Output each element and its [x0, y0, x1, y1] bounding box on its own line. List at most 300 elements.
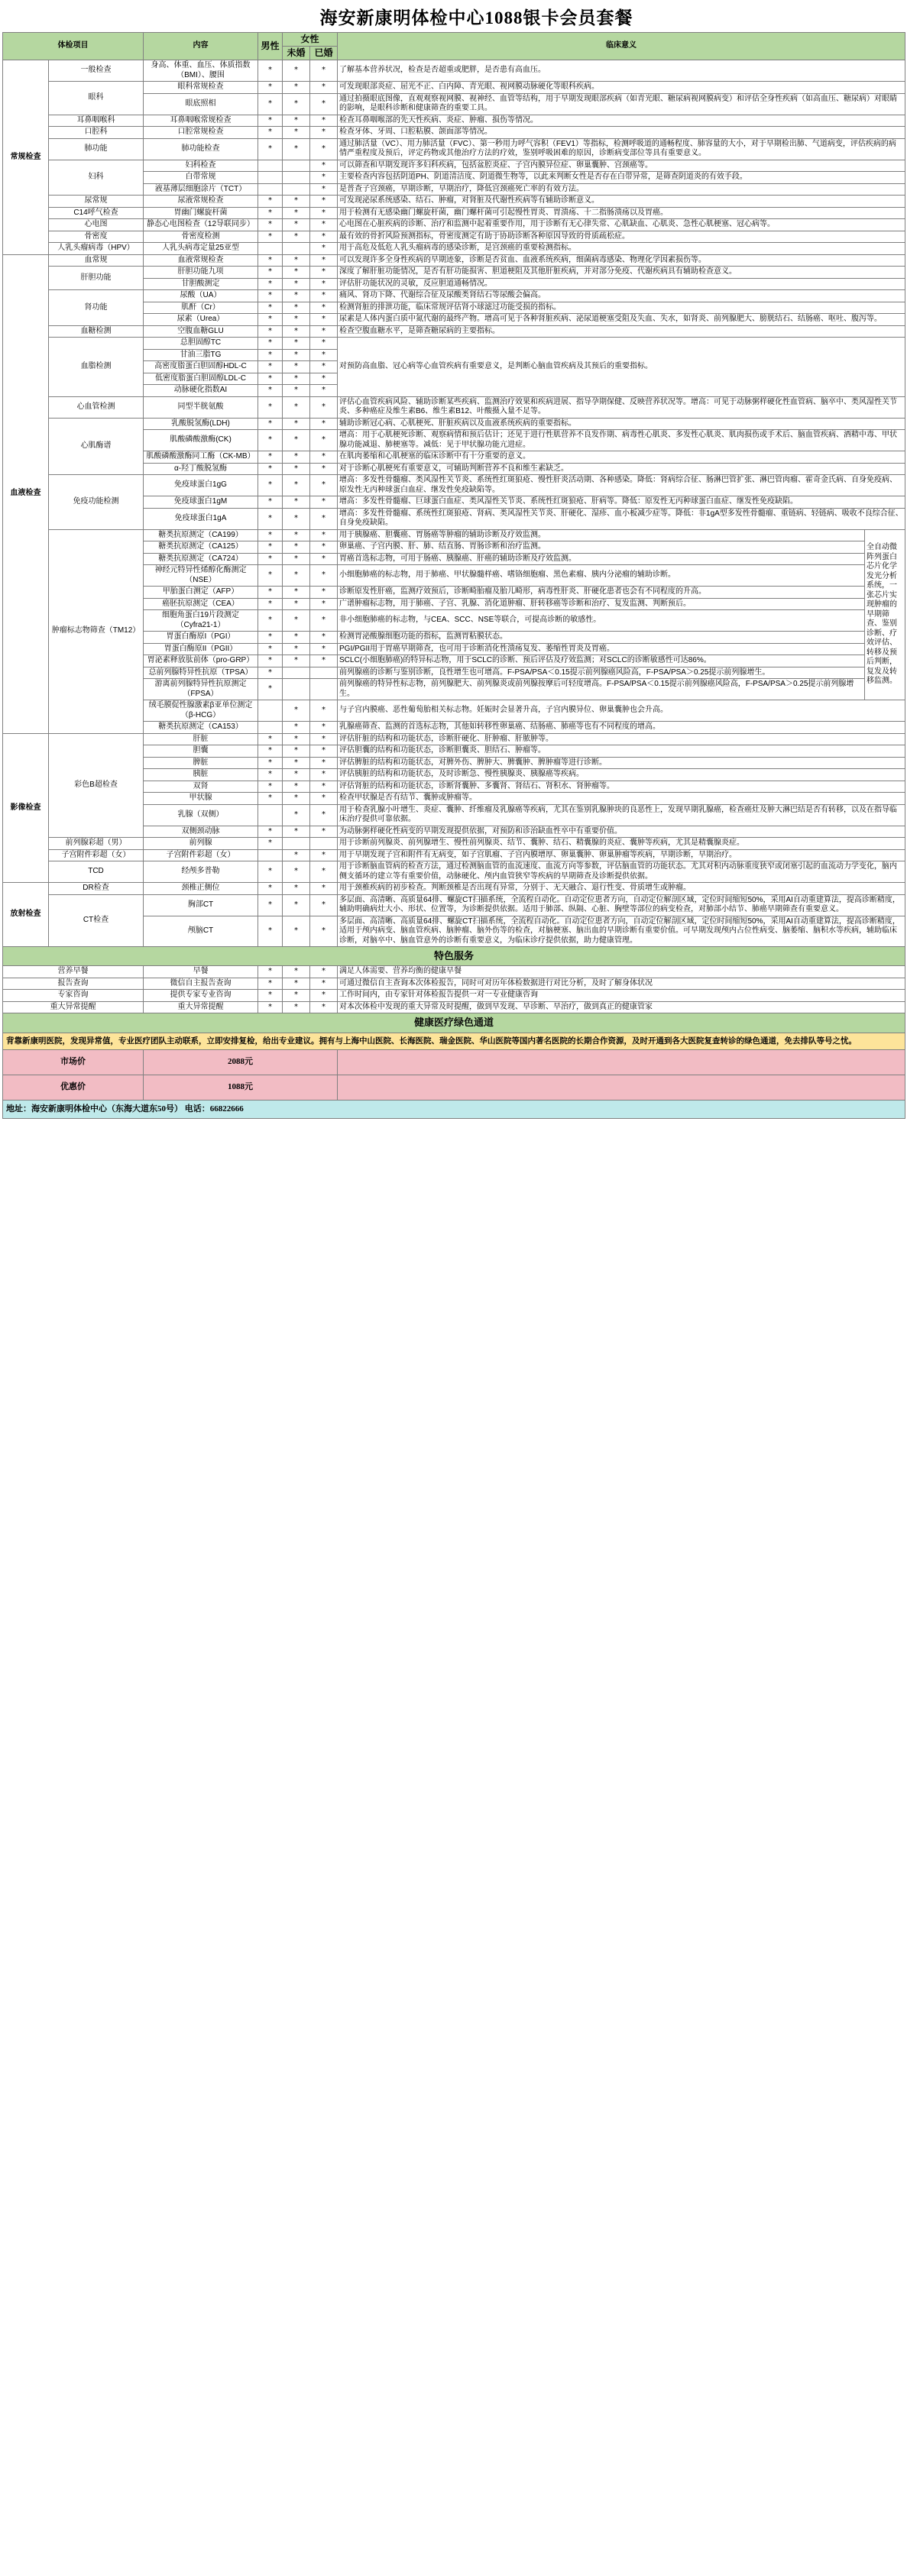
header-male: 男性: [258, 33, 283, 60]
content-label: α-羟丁酸脱氢酶: [144, 463, 258, 475]
male-mark: *: [258, 314, 283, 326]
male-mark: *: [258, 82, 283, 94]
male-mark: [258, 243, 283, 255]
group-label: 专家咨询: [3, 990, 144, 1002]
male-mark: *: [258, 793, 283, 805]
table-row: [3, 849, 905, 861]
content-label: 乳腺（双侧）: [144, 804, 258, 826]
male-mark: *: [258, 565, 283, 587]
female-single-mark: *: [283, 916, 310, 947]
group-label: DR检查: [49, 883, 144, 895]
male-mark: *: [258, 267, 283, 279]
price-value: 1088元: [144, 1075, 338, 1100]
female-married-mark: *: [310, 722, 338, 734]
address-row: [3, 1100, 905, 1119]
female-married-mark: *: [310, 172, 338, 184]
clinical-note: 可以发现许多全身性疾病的早期迹象，诊断是否贫血、血液系统疾病，细菌病毒感染、物理化学因素损伤等。: [338, 254, 905, 267]
clinical-note: SCLC(小细胞肺癌)的特异标志物，用于SCLC的诊断、预后评估及疗效监测；对SCLC的诊断敏感性可达86%。: [338, 655, 865, 667]
title-bar: [0, 0, 907, 32]
male-mark: *: [258, 598, 283, 610]
female-single-mark: *: [283, 463, 310, 475]
content-label: 提供专家专业咨询: [144, 990, 258, 1002]
female-married-mark: *: [310, 894, 338, 916]
table-row: [3, 231, 905, 243]
table-row: [3, 418, 905, 430]
male-mark: *: [258, 757, 283, 769]
clinical-note: 评估胆囊的结构和功能状态，诊断胆囊炎、胆结石、肿瘤等。: [338, 745, 905, 758]
group-label: C14呼气检查: [49, 207, 144, 219]
content-label: 口腔常规检查: [144, 127, 258, 139]
page-title: 海安新康明体检中心1088银卡会员套餐: [319, 8, 633, 27]
clinical-note: 辅助诊断冠心病、心肌梗死、肝脏疾病以及血液系统疾病的重要指标。: [338, 418, 905, 430]
header-exam-item: 体检项目: [3, 33, 144, 60]
content-label: 眼底照相: [144, 93, 258, 115]
content-label: 癌胚抗原测定（CEA）: [144, 598, 258, 610]
clinical-note: 检查牙体、牙周、口腔粘膜、颌面部等情况。: [338, 127, 905, 139]
female-married-mark: *: [310, 632, 338, 644]
female-single-mark: *: [283, 745, 310, 758]
male-mark: *: [258, 290, 283, 302]
female-married-mark: *: [310, 60, 338, 82]
male-mark: *: [258, 325, 283, 338]
male-mark: [258, 172, 283, 184]
header-content: 内容: [144, 33, 258, 60]
clinical-note: 评估脾脏的结构和功能状态，对脾外伤、脾肿大、脾囊肿、脾肿瘤等进行诊断。: [338, 757, 905, 769]
content-label: 早餐: [144, 966, 258, 978]
female-married-mark: *: [310, 757, 338, 769]
group-label: 肝胆功能: [49, 267, 144, 290]
female-single-mark: [283, 243, 310, 255]
table-row: [3, 138, 905, 160]
female-single-mark: [283, 667, 310, 679]
content-label: 肌酸磷酸激酶同工酶（CK-MB）: [144, 451, 258, 464]
clinical-note: 可以筛查和早期发现许多妇科疾病，包括盆腔炎症、子宫内膜异位症、卵巢囊肿、宫颈癌等。: [338, 160, 905, 172]
female-single-mark: *: [283, 643, 310, 655]
clinical-note: 痛风、肾功下降、代谢综合征及尿酸类肾结石等尿酸会偏高。: [338, 290, 905, 302]
male-mark: *: [258, 610, 283, 632]
content-label: 绒毛膜促性腺激素β亚单位测定（β-HCG）: [144, 700, 258, 722]
female-single-mark: *: [283, 278, 310, 290]
male-mark: *: [258, 587, 283, 599]
female-married-mark: *: [310, 990, 338, 1002]
female-married-mark: *: [310, 115, 338, 127]
side-note: 全自动微阵列蛋白芯片化学发光分析系统，一张芯片实现肿瘤的早期筛查、鉴别诊断、疗效评估、转移及预后判断，复发及转移监测。: [865, 529, 905, 700]
female-married-mark: *: [310, 541, 338, 554]
female-married-mark: *: [310, 82, 338, 94]
clinical-note: 多层面、高清晰、高质量64排、螺旋CT扫描系统，全流程自动化。自动定位患者方向，自动定位解剖区域，定位时间缩短50%，采用AI自动重建算法，提高诊断精度，适用于颅内病变、脑血管疾病、脑肿瘤、脑外伤等的检查，对脑梗塞、脑出血的早期诊断有重要价值。可早期发现颅内占位性病变、脑萎缩、脑积水等疾病，辅助临床诊断，对脑卒中、脑血管意外的诊断有重要意义，为临床诊疗提供依据，助力健康管理。: [338, 916, 905, 947]
male-mark: [258, 804, 283, 826]
female-single-mark: [283, 160, 310, 172]
clinical-note: 通过拍摄眼底图像，直观观察视网膜、视神经、血管等结构，用于早期发现眼部疾病（如青光眼、糖尿病视网膜病变）和评估全身性疾病（如高血压、糖尿病）对眼睛的影响，是眼科诊断和健康筛查的重要工具。: [338, 93, 905, 115]
female-single-mark: [283, 183, 310, 196]
male-mark: *: [258, 396, 283, 418]
group-label: 眼科: [49, 82, 144, 115]
content-label: 乳酸脱氢酶(LDH): [144, 418, 258, 430]
content-label: 经颅多普勒: [144, 861, 258, 883]
price-label: 优惠价: [3, 1075, 144, 1100]
group-label: 骨密度: [49, 231, 144, 243]
green-channel-label: 健康医疗绿色通道: [3, 1013, 905, 1033]
female-married-mark: *: [310, 861, 338, 883]
female-married-mark: *: [310, 349, 338, 361]
content-label: 低密度脂蛋白胆固醇LDL-C: [144, 373, 258, 385]
clinical-note: 主要检查内容包括阴道PH、阴道清洁度、阴道微生物等，以此来判断女性是否存在白带异常，是筛查阴道炎的有效手段。: [338, 172, 905, 184]
female-married-mark: *: [310, 231, 338, 243]
female-married-mark: *: [310, 267, 338, 279]
content-label: 前列腺: [144, 838, 258, 850]
clinical-note: 检查甲状腺是否有结节、囊肿或肿瘤等。: [338, 793, 905, 805]
group-label: 人乳头瘤病毒（HPV）: [49, 243, 144, 255]
clinical-note: 用于颈椎疾病的初步检查。判断颈椎是否出现有异常，分别于、无天融合、退行性变、骨质增生或肿瘤。: [338, 883, 905, 895]
male-mark: *: [258, 883, 283, 895]
table-row: [3, 396, 905, 418]
male-mark: *: [258, 769, 283, 781]
female-married-mark: *: [310, 826, 338, 838]
female-single-mark: *: [283, 610, 310, 632]
clinical-note: 诊断原发性肝癌，监测疗效预后，诊断畸胎瘤及胎儿畸形，病毒性肝炎、肝硬化患者也会有不同程度的升高。: [338, 587, 865, 599]
content-label: 肌酸磷酸激酶(CK): [144, 430, 258, 451]
content-label: 血液常规检查: [144, 254, 258, 267]
clinical-note: 评估胰脏的结构和功能状态，及时诊断急、慢性胰腺炎、胰腺癌等疾病。: [338, 769, 905, 781]
female-single-mark: *: [283, 302, 310, 314]
female-married-mark: *: [310, 219, 338, 231]
male-mark: *: [258, 496, 283, 509]
group-label: 前列腺彩超（男）: [49, 838, 144, 850]
group-label: 妇科: [49, 160, 144, 196]
female-single-mark: *: [283, 207, 310, 219]
content-label: 静态心电图检查（12导联同步）: [144, 219, 258, 231]
section-label: 血液检查: [3, 254, 49, 733]
content-label: 骨密度检测: [144, 231, 258, 243]
female-married-mark: *: [310, 587, 338, 599]
header-clinical-meaning: 临床意义: [338, 33, 905, 60]
table-row: [3, 894, 905, 916]
female-single-mark: *: [283, 632, 310, 644]
male-mark: *: [258, 254, 283, 267]
clinical-note: 对本次体检中发现的重大异常及时提醒，做到早发现、早诊断、早治疗，做到真正的健康管家: [338, 1001, 905, 1013]
male-mark: *: [258, 115, 283, 127]
clinical-note: 胃癌首选标志物，可用于肠癌、胰腺癌、肝癌的辅助诊断及疗效监测。: [338, 553, 865, 565]
female-single-mark: *: [283, 115, 310, 127]
female-single-mark: *: [283, 978, 310, 990]
female-single-mark: *: [283, 541, 310, 554]
male-mark: *: [258, 966, 283, 978]
female-single-mark: *: [283, 793, 310, 805]
female-married-mark: *: [310, 781, 338, 793]
clinical-note: 用于早期发现子宫和附件有无病变，如子宫肌瘤、子宫内膜增厚、卵巢囊肿、卵巢肿瘤等疾病，早期诊断，早期治疗。: [338, 849, 905, 861]
table-row: [3, 475, 905, 496]
male-mark: *: [258, 138, 283, 160]
clinical-note: 检测胃泌酸腺细胞功能的指标，监测胃粘膜状态。: [338, 632, 865, 644]
clinical-note: 在肌肉萎缩和心肌梗塞的临床诊断中有十分重要的意义。: [338, 451, 905, 464]
content-label: 胃蛋白酶原I（PGI）: [144, 632, 258, 644]
female-married-mark: *: [310, 207, 338, 219]
clinical-note: 用于胰腺癌、胆囊癌、胃肠癌等肿瘤的辅助诊断及疗效监测。: [338, 529, 865, 541]
male-mark: *: [258, 655, 283, 667]
group-label: 一般检查: [49, 60, 144, 82]
table-row: [3, 115, 905, 127]
content-label: 胸部CT: [144, 894, 258, 916]
female-married-mark: *: [310, 430, 338, 451]
content-label: 尿液常规检查: [144, 196, 258, 208]
female-married-mark: *: [310, 278, 338, 290]
female-single-mark: *: [283, 565, 310, 587]
price-value: 2088元: [144, 1049, 338, 1075]
clinical-note: 对于诊断心肌梗死有重要意义，可辅助判断营养不良和维生素缺乏。: [338, 463, 905, 475]
female-single-mark: [283, 838, 310, 850]
female-married-mark: *: [310, 508, 338, 529]
clinical-note: 评估肾脏的结构和功能状态，诊断肾囊肿、多囊肾、肾结石、肾积水、肾肿瘤等。: [338, 781, 905, 793]
female-single-mark: *: [283, 396, 310, 418]
female-single-mark: *: [283, 314, 310, 326]
female-single-mark: *: [283, 804, 310, 826]
clinical-note: 心电图在心脏疾病的诊断、治疗和监测中起着重要作用，用于诊断有无心律失常、心肌缺血、心肌炎、急性心肌梗塞、冠心病等。: [338, 219, 905, 231]
male-mark: *: [258, 745, 283, 758]
green-channel-text: 背靠新康明医院，发现异常值，专业医疗团队主动联系，立即安排复检，给出专业建议。拥有与上海中山医院、长海医院、瑞金医院、华山医院等国内著名医院的长期合作资源，及时开通到各大医院复查转诊的绿色通道，免去排队等号之忧。: [3, 1033, 905, 1049]
content-label: 高密度脂蛋白胆固醇HDL-C: [144, 361, 258, 373]
female-single-mark: *: [283, 781, 310, 793]
clinical-note: PGI/PGII用于胃癌早期筛查，也可用于诊断消化性溃疡复发、萎缩性胃炎及胃癌。: [338, 643, 865, 655]
female-single-mark: *: [283, 849, 310, 861]
female-married-mark: *: [310, 451, 338, 464]
content-label: 微信自主报告查询: [144, 978, 258, 990]
male-mark: *: [258, 127, 283, 139]
female-married-mark: *: [310, 1001, 338, 1013]
content-label: 身高、体重、血压、体质指数（BMI）、腰围: [144, 60, 258, 82]
price-blank: [338, 1049, 905, 1075]
clinical-note: 小细胞肺癌的标志物，用于肺癌、甲状腺髓样癌、嗜铬细胞瘤、黑色素瘤、胰内分泌瘤的辅助诊断。: [338, 565, 865, 587]
content-label: 子宫附件彩超（女）: [144, 849, 258, 861]
table-row: [3, 196, 905, 208]
female-single-mark: *: [283, 496, 310, 509]
group-label: 心血管检测: [49, 396, 144, 418]
female-single-mark: *: [283, 826, 310, 838]
female-married-mark: *: [310, 529, 338, 541]
group-label: 心电图: [49, 219, 144, 231]
female-married-mark: *: [310, 338, 338, 350]
female-married-mark: *: [310, 385, 338, 397]
male-mark: [258, 160, 283, 172]
female-single-mark: *: [283, 587, 310, 599]
female-married-mark: *: [310, 463, 338, 475]
male-mark: *: [258, 508, 283, 529]
table-row: [3, 267, 905, 279]
male-mark: *: [258, 349, 283, 361]
group-label: 免疫功能检测: [49, 475, 144, 530]
content-label: 肝脏: [144, 733, 258, 745]
male-mark: *: [258, 93, 283, 115]
content-label: 妇科检查: [144, 160, 258, 172]
content-label: 细胞角蛋白19片段测定（Cyfra21-1）: [144, 610, 258, 632]
content-label: 甲状腺: [144, 793, 258, 805]
female-single-mark: *: [283, 894, 310, 916]
content-label: 胃泌素释放肽前体（pro-GRP）: [144, 655, 258, 667]
female-married-mark: *: [310, 769, 338, 781]
clinical-note: 可发现泌尿系统感染、结石、肿瘤，对肾脏及代谢性疾病等有辅助诊断意义。: [338, 196, 905, 208]
content-label: 脾脏: [144, 757, 258, 769]
male-mark: *: [258, 861, 283, 883]
header-female-married: 已婚: [310, 47, 338, 60]
male-mark: *: [258, 894, 283, 916]
table-row: [3, 838, 905, 850]
group-label: 口腔科: [49, 127, 144, 139]
group-label: TCD: [49, 861, 144, 883]
male-mark: *: [258, 826, 283, 838]
male-mark: *: [258, 219, 283, 231]
clinical-note: 增高：多发性骨髓瘤、类风湿性关节炎、系统性红斑狼疮、慢性肝炎活动期、各种感染。降低：肾病综合征、肠淋巴管扩张、淋巴管肉瘤、霍奇金氏病、自身免疫病、原发性无丙种球蛋白血症、继发性免疫缺陷等。: [338, 475, 905, 496]
table-row: [3, 290, 905, 302]
content-label: 空腹血糖GLU: [144, 325, 258, 338]
female-married-mark: *: [310, 396, 338, 418]
female-married-mark: *: [310, 916, 338, 947]
male-mark: *: [258, 541, 283, 554]
female-married-mark: *: [310, 883, 338, 895]
clinical-note: 尿素是人体内蛋白质中氮代谢的最终产物。增高可见于各种肾脏疾病、泌尿道梗塞受阻及失血、失水，如肾炎、前列腺肥大、膀胱结石、结肠癌、呕吐、腹泻等。: [338, 314, 905, 326]
clinical-note: 评估心血管疾病风险、辅助诊断某些疾病、监测治疗效果和疾病进展、指导孕期保健、反映营养状况等。增高：可见于动脉粥样硬化性血管病、脑卒中、类风湿性关节炎、多种癌症及维生素B6、维生素B12、叶酸摄入量不足等。: [338, 396, 905, 418]
female-single-mark: *: [283, 219, 310, 231]
female-single-mark: *: [283, 385, 310, 397]
table-row: [3, 733, 905, 745]
female-single-mark: *: [283, 861, 310, 883]
content-label: 神经元特异性烯醇化酶测定（NSE）: [144, 565, 258, 587]
male-mark: *: [258, 553, 283, 565]
female-single-mark: *: [283, 267, 310, 279]
clinical-note: 是普查子宫颈癌，早期诊断，早期治疗，降低宫颈癌死亡率的有效方法。: [338, 183, 905, 196]
content-label: 总前列腺特异性抗原（TPSA）: [144, 667, 258, 679]
male-mark: *: [258, 278, 283, 290]
content-label: 白带常规: [144, 172, 258, 184]
content-label: 同型半胱氨酸: [144, 396, 258, 418]
female-single-mark: *: [283, 769, 310, 781]
female-married-mark: *: [310, 643, 338, 655]
section-label: 影像检查: [3, 733, 49, 883]
content-label: 双肾: [144, 781, 258, 793]
female-married-mark: *: [310, 243, 338, 255]
clinical-note: 增高：多发性骨髓瘤、巨球蛋白血症、类风湿性关节炎、系统性红斑狼疮、肝病等。降低：原发性无丙种球蛋白血症、继发性免疫缺陷。: [338, 496, 905, 509]
female-married-mark: *: [310, 254, 338, 267]
special-services-band: [3, 947, 905, 966]
male-mark: *: [258, 643, 283, 655]
female-married-mark: *: [310, 361, 338, 373]
male-mark: *: [258, 207, 283, 219]
clinical-note: 工作时间内，由专家针对体检报告提供一对一专业健康咨询: [338, 990, 905, 1002]
female-married-mark: *: [310, 793, 338, 805]
group-label: 肿瘤标志物筛查（TM12）: [49, 529, 144, 733]
female-married-mark: *: [310, 655, 338, 667]
content-label: 糖类抗原测定（CA724）: [144, 553, 258, 565]
clinical-note: 最有效的骨折风险预测指标，骨密度测定有助于协助诊断各种原因导致的骨质疏松症。: [338, 231, 905, 243]
female-single-mark: *: [283, 722, 310, 734]
female-single-mark: *: [283, 990, 310, 1002]
female-single-mark: *: [283, 966, 310, 978]
female-married-mark: *: [310, 127, 338, 139]
content-label: 胰脏: [144, 769, 258, 781]
female-married-mark: *: [310, 966, 338, 978]
male-mark: *: [258, 632, 283, 644]
female-married-mark: *: [310, 598, 338, 610]
table-row: [3, 243, 905, 255]
content-label: 尿酸（UA）: [144, 290, 258, 302]
content-label: 耳鼻咽喉常规检查: [144, 115, 258, 127]
female-single-mark: *: [283, 127, 310, 139]
female-married-mark: *: [310, 314, 338, 326]
male-mark: *: [258, 990, 283, 1002]
male-mark: *: [258, 475, 283, 496]
male-mark: *: [258, 430, 283, 451]
table-row: [3, 990, 905, 1002]
header-female: 女性: [283, 33, 338, 47]
package-table: [2, 32, 905, 1119]
female-single-mark: *: [283, 598, 310, 610]
content-label: 双侧颈动脉: [144, 826, 258, 838]
female-married-mark: *: [310, 610, 338, 632]
clinical-note: 广谱肿瘤标志物，用于肺癌、子宫、乳腺、消化道肿瘤、肝转移癌等诊断和治疗、复发监测、判断预后。: [338, 598, 865, 610]
group-label: CT检查: [49, 894, 144, 947]
female-married-mark: *: [310, 302, 338, 314]
male-mark: *: [258, 463, 283, 475]
female-single-mark: *: [283, 430, 310, 451]
content-label: 糖类抗原测定（CA125）: [144, 541, 258, 554]
content-label: 免疫球蛋白1gM: [144, 496, 258, 509]
female-married-mark: *: [310, 978, 338, 990]
clinical-note: 用于检查乳腺小叶增生、炎症、囊肿、纤维瘤及乳腺癌等疾病，尤其在鉴别乳腺肿块的良恶性上，发现早期乳腺癌，检查癌灶及肿大淋巴结是否有转移，以及在指导临床治疗提供可靠依据。: [338, 804, 905, 826]
table-row: [3, 60, 905, 82]
group-label: 肺功能: [49, 138, 144, 160]
female-married-mark: *: [310, 733, 338, 745]
special-services-label: 特色服务: [3, 947, 905, 966]
female-single-mark: *: [283, 254, 310, 267]
female-single-mark: *: [283, 1001, 310, 1013]
content-label: 总胆固醇TC: [144, 338, 258, 350]
table-row: [3, 529, 905, 541]
clinical-note: 为动脉粥样硬化性病变的早期发现提供依据，对预防和诊治缺血性卒中有重要价值。: [338, 826, 905, 838]
group-label: 彩色B超检查: [49, 733, 144, 838]
female-single-mark: *: [283, 138, 310, 160]
clinical-note: 通过肺活量（VC）、用力肺活量（FVC）、第一秒用力呼气容积（FEV1）等指标，检测呼吸道的通畅程度、肺容量的大小，对于早期检出肺、气道病变，评估疾病的病情严重程度及预后，评定药物或其他治疗方法的疗效，鉴别呼吸困难的原因，诊断病变部位等具有重要意义。: [338, 138, 905, 160]
clinical-note: 前列腺癌的诊断与鉴别诊断，良性增生也可增高。F-PSA/PSA＜0.15提示前列腺癌风险高，F-PSA/PSA＞0.25提示前列腺增生。: [338, 667, 865, 679]
price-row: [3, 1049, 905, 1075]
table-row: [3, 978, 905, 990]
header-female-single: 未婚: [283, 47, 310, 60]
male-mark: *: [258, 1001, 283, 1013]
male-mark: *: [258, 838, 283, 850]
female-married-mark: [310, 679, 338, 700]
content-label: 尿素（Urea）: [144, 314, 258, 326]
content-label: 免疫球蛋白1gG: [144, 475, 258, 496]
male-mark: [258, 722, 283, 734]
female-single-mark: *: [283, 93, 310, 115]
male-mark: *: [258, 733, 283, 745]
clinical-note: 增高：用于心肌梗死诊断、观察病情和预后估计；还见于进行性肌营养不良发作期、病毒性心肌炎、多发性心肌炎、肌肉损伤或手术后、脑血管疾病、酒精中毒、甲状腺功能减退、肺梗塞等。减低：见于甲状腺功能亢进症。: [338, 430, 905, 451]
male-mark: *: [258, 978, 283, 990]
table-row: [3, 82, 905, 94]
male-mark: *: [258, 529, 283, 541]
content-label: 颅脑CT: [144, 916, 258, 947]
content-label: 肺功能检查: [144, 138, 258, 160]
female-single-mark: *: [283, 338, 310, 350]
clinical-note: 对预防高血脂、冠心病等心血管疾病有重要意义，是判断心脑血管疾病及其预后的重要指标。: [338, 338, 905, 397]
female-single-mark: *: [283, 361, 310, 373]
female-married-mark: [310, 838, 338, 850]
male-mark: *: [258, 373, 283, 385]
content-label: 免疫球蛋白1gA: [144, 508, 258, 529]
female-married-mark: *: [310, 745, 338, 758]
price-blank: [338, 1075, 905, 1100]
female-married-mark: [310, 667, 338, 679]
clinical-note: 用于诊断脑血管病的检查方法，通过检测脑血管的血流速度、血流方向等参数，评估脑血管的功能状态。尤其对积内动脉重度狭窄或闭塞引起的血流动力学变化，脑内侧支循环的建立等有重要价值，动脉硬化、颅内血管狭窄等疾病的早期筛查及诊断提供依据。: [338, 861, 905, 883]
clinical-note: 用于高危及低危人乳头瘤病毒的感染诊断，是宫颈癌的重要检测指标。: [338, 243, 905, 255]
group-label: 耳鼻咽喉科: [49, 115, 144, 127]
